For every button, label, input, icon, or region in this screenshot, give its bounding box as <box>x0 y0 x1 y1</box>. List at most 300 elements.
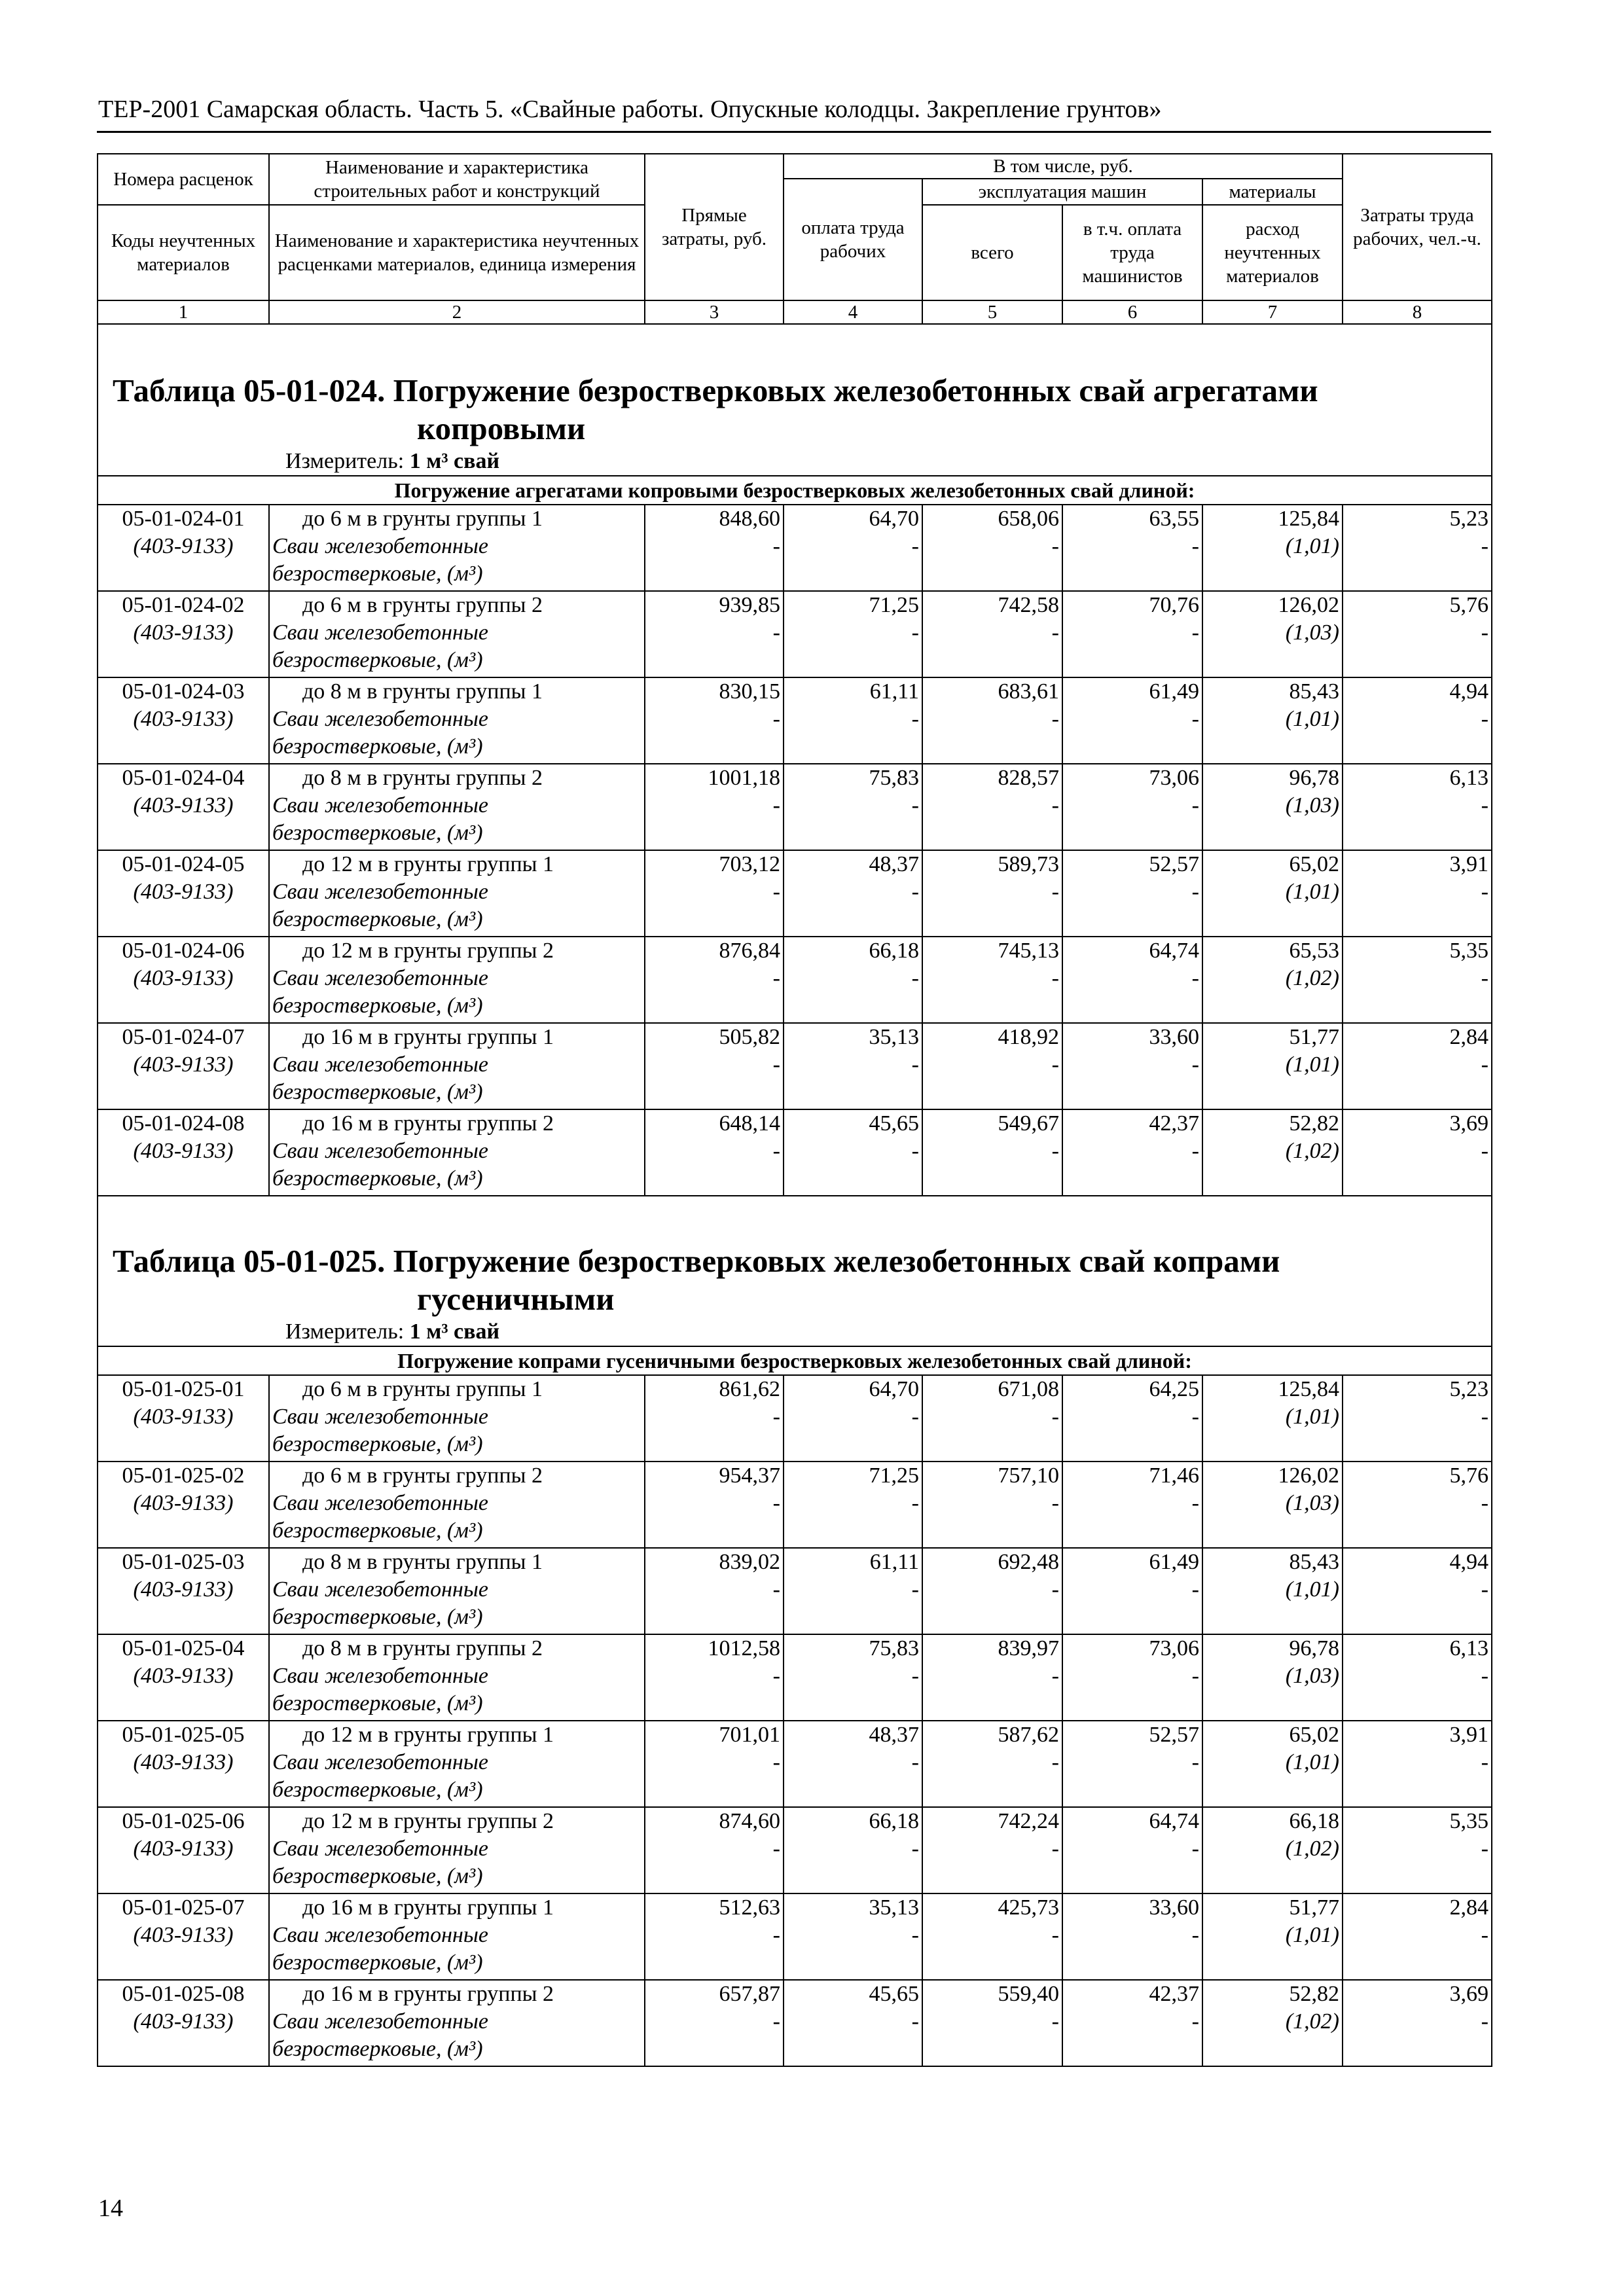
value-cell-c4 <box>784 764 922 850</box>
work-name: до 6 м в грунты группы 2 <box>302 593 543 617</box>
value-c6: 64,25 <box>1149 1377 1199 1401</box>
page-number: 14 <box>98 2195 123 2222</box>
dash: - <box>1191 1139 1199 1163</box>
dash: - <box>772 2009 780 2034</box>
work-name-cell <box>269 937 645 1023</box>
value-cell-c5 <box>922 1634 1062 1721</box>
work-name-cell <box>269 677 645 764</box>
value-c8: 3,69 <box>1449 1111 1489 1136</box>
value-cell-c3 <box>645 1634 784 1721</box>
value-cell-c3 <box>645 591 784 677</box>
value-c3: 703,12 <box>719 852 780 876</box>
dash: - <box>911 1052 919 1077</box>
value-c4: 64,70 <box>869 507 919 531</box>
value-cell-c4 <box>784 1721 922 1807</box>
dash: - <box>772 707 780 731</box>
value-c3: 648,14 <box>719 1111 780 1136</box>
dash: - <box>911 620 919 645</box>
work-name: до 16 м в грунты группы 1 <box>302 1025 554 1049</box>
value-cell-c6 <box>1062 1807 1202 1893</box>
value-c6: 64,74 <box>1149 939 1199 963</box>
work-name-cell <box>269 505 645 591</box>
col3-header: Прямые затраты, руб. <box>645 154 784 300</box>
value-cell-c3 <box>645 1893 784 1980</box>
value-c3: 939,85 <box>719 593 780 617</box>
dash: - <box>1051 534 1059 558</box>
value-cell-c3 <box>645 1548 784 1634</box>
col-number: 6 <box>1062 300 1202 324</box>
table-title-line: копровыми <box>417 410 586 446</box>
material-unit: безростверковые, (м³) <box>272 1950 483 1975</box>
dash: - <box>772 534 780 558</box>
value-c8: 5,35 <box>1449 939 1489 963</box>
value-cell-c4 <box>784 850 922 937</box>
table-title <box>98 1242 1491 1318</box>
dash: - <box>772 793 780 817</box>
material-consumption: (1,01) <box>1285 880 1339 904</box>
work-name-cell <box>269 1721 645 1807</box>
value-c6: 33,60 <box>1149 1025 1199 1049</box>
dash: - <box>911 1750 919 1774</box>
value-c5: 742,58 <box>998 593 1059 617</box>
work-name-cell <box>269 1109 645 1196</box>
dash: - <box>1191 1923 1199 1947</box>
table-row <box>98 937 1492 1023</box>
work-name-cell <box>269 1462 645 1548</box>
material-code: (403-9133) <box>133 1052 234 1077</box>
material-name: Сваи железобетонные <box>272 793 488 817</box>
value-cell-c4 <box>784 937 922 1023</box>
work-name: до 12 м в грунты группы 2 <box>302 1809 554 1833</box>
dash: - <box>772 880 780 904</box>
dash: - <box>1191 1750 1199 1774</box>
dash: - <box>1481 707 1489 731</box>
value-cell-c8 <box>1343 677 1492 764</box>
value-c6: 42,37 <box>1149 1111 1199 1136</box>
dash: - <box>1051 707 1059 731</box>
value-cell-c6 <box>1062 1109 1202 1196</box>
value-cell-c7 <box>1202 1548 1343 1634</box>
measure-value: 1 м³ свай <box>409 1319 500 1344</box>
value-cell-c7 <box>1202 1807 1343 1893</box>
dash: - <box>1051 1139 1059 1163</box>
material-consumption: (1,02) <box>1285 1837 1339 1861</box>
value-cell-c6 <box>1062 591 1202 677</box>
value-c3: 848,60 <box>719 507 780 531</box>
material-code: (403-9133) <box>133 534 234 558</box>
work-name-cell <box>269 1893 645 1980</box>
table-title-line: гусеничными <box>417 1281 615 1317</box>
col-number: 8 <box>1343 300 1492 324</box>
material-consumption: (1,03) <box>1285 620 1339 645</box>
dash: - <box>1481 1837 1489 1861</box>
value-c7: 52,82 <box>1289 1982 1339 2006</box>
value-c3: 954,37 <box>719 1463 780 1488</box>
dash: - <box>772 1405 780 1429</box>
value-c6: 52,57 <box>1149 852 1199 876</box>
value-c5: 671,08 <box>998 1377 1059 1401</box>
dash: - <box>1051 1923 1059 1947</box>
table-row <box>98 1634 1492 1721</box>
value-cell-c4 <box>784 1980 922 2066</box>
value-c6: 52,57 <box>1149 1723 1199 1747</box>
work-name-cell <box>269 1807 645 1893</box>
value-cell-c4 <box>784 1807 922 1893</box>
value-c5: 757,10 <box>998 1463 1059 1488</box>
dash: - <box>911 1577 919 1602</box>
dash: - <box>772 1491 780 1515</box>
value-cell-c3 <box>645 505 784 591</box>
value-c5: 828,57 <box>998 766 1059 790</box>
material-code: (403-9133) <box>133 966 234 990</box>
material-code: (403-9133) <box>133 1491 234 1515</box>
dash: - <box>1051 1405 1059 1429</box>
value-c5: 418,92 <box>998 1025 1059 1049</box>
value-cell-c4 <box>784 505 922 591</box>
work-name: до 8 м в грунты группы 1 <box>302 679 543 704</box>
dash: - <box>772 1052 780 1077</box>
material-code: (403-9133) <box>133 1577 234 1602</box>
value-cell-c8 <box>1343 1634 1492 1721</box>
materials-header: материалы <box>1202 179 1343 205</box>
value-cell-c8 <box>1343 1023 1492 1109</box>
value-c5: 559,40 <box>998 1982 1059 2006</box>
value-cell-c5 <box>922 1893 1062 1980</box>
rate-code: 05-01-025-05 <box>122 1723 245 1747</box>
work-name: до 6 м в грунты группы 1 <box>302 507 543 531</box>
work-name-cell <box>269 1634 645 1721</box>
work-name-cell <box>269 1375 645 1462</box>
work-name: до 16 м в грунты группы 2 <box>302 1982 554 2006</box>
rate-code: 05-01-024-05 <box>122 852 245 876</box>
value-c5: 692,48 <box>998 1550 1059 1574</box>
dash: - <box>1051 2009 1059 2034</box>
rate-code-cell <box>98 1721 269 1807</box>
value-c7: 126,02 <box>1278 593 1339 617</box>
value-cell-c8 <box>1343 937 1492 1023</box>
value-cell-c3 <box>645 1980 784 2066</box>
value-cell-c3 <box>645 1109 784 1196</box>
value-c8: 5,76 <box>1449 593 1489 617</box>
col6-header: в т.ч. оплата труда машинистов <box>1062 205 1202 300</box>
value-cell-c7 <box>1202 677 1343 764</box>
table-title-block <box>98 1196 1492 1346</box>
value-cell-c8 <box>1343 1893 1492 1980</box>
rate-code-cell <box>98 1807 269 1893</box>
measure-unit <box>98 1318 1491 1346</box>
material-unit: безростверковые, (м³) <box>272 734 483 759</box>
work-name-cell <box>269 1023 645 1109</box>
value-c6: 33,60 <box>1149 1895 1199 1920</box>
dash: - <box>911 880 919 904</box>
work-name: до 8 м в грунты группы 2 <box>302 1636 543 1660</box>
rate-code: 05-01-025-04 <box>122 1636 245 1660</box>
value-c5: 549,67 <box>998 1111 1059 1136</box>
col-number: 2 <box>269 300 645 324</box>
work-name: до 12 м в грунты группы 1 <box>302 852 554 876</box>
rate-code-cell <box>98 1109 269 1196</box>
value-cell-c6 <box>1062 937 1202 1023</box>
table-row <box>98 677 1492 764</box>
rate-code-cell <box>98 591 269 677</box>
value-c3: 1001,18 <box>708 766 780 790</box>
rate-code-cell <box>98 764 269 850</box>
rate-code: 05-01-024-08 <box>122 1111 245 1136</box>
material-name: Сваи железобетонные <box>272 1405 488 1429</box>
table-row <box>98 764 1492 850</box>
value-c3: 874,60 <box>719 1809 780 1833</box>
value-cell-c8 <box>1343 1721 1492 1807</box>
dash: - <box>1051 793 1059 817</box>
work-name: до 6 м в грунты группы 2 <box>302 1463 543 1488</box>
value-cell-c5 <box>922 850 1062 937</box>
value-c8: 3,91 <box>1449 1723 1489 1747</box>
dash: - <box>772 1750 780 1774</box>
value-c7: 65,02 <box>1289 1723 1339 1747</box>
material-name: Сваи железобетонные <box>272 1664 488 1688</box>
value-c3: 839,02 <box>719 1550 780 1574</box>
value-c7: 65,53 <box>1289 939 1339 963</box>
material-code: (403-9133) <box>133 1837 234 1861</box>
material-name: Сваи железобетонные <box>272 880 488 904</box>
value-c8: 5,35 <box>1449 1809 1489 1833</box>
material-consumption: (1,02) <box>1285 966 1339 990</box>
table-row <box>98 1893 1492 1980</box>
dash: - <box>1481 534 1489 558</box>
col-number: 1 <box>98 300 269 324</box>
material-unit: безростверковые, (м³) <box>272 821 483 845</box>
dash: - <box>1481 1139 1489 1163</box>
dash: - <box>1481 2009 1489 2034</box>
value-c5: 683,61 <box>998 679 1059 704</box>
rate-code-cell <box>98 1634 269 1721</box>
dash: - <box>1481 1664 1489 1688</box>
value-c4: 61,11 <box>869 1550 919 1574</box>
rate-code-cell <box>98 1375 269 1462</box>
dash: - <box>1191 2009 1199 2034</box>
col1-top-header: Номера расценок <box>98 154 269 205</box>
measure-value: 1 м³ свай <box>409 449 500 473</box>
dash: - <box>1051 880 1059 904</box>
rate-code: 05-01-025-06 <box>122 1809 245 1833</box>
table-title-block <box>98 324 1492 476</box>
material-name: Сваи железобетонные <box>272 1837 488 1861</box>
dash: - <box>1481 1577 1489 1602</box>
rate-code: 05-01-025-02 <box>122 1463 245 1488</box>
value-c8: 5,23 <box>1449 1377 1489 1401</box>
material-unit: безростверковые, (м³) <box>272 994 483 1018</box>
work-name-cell <box>269 764 645 850</box>
material-consumption: (1,01) <box>1285 1750 1339 1774</box>
value-c3: 1012,58 <box>708 1636 780 1660</box>
value-cell-c8 <box>1343 1109 1492 1196</box>
dash: - <box>1191 534 1199 558</box>
value-c4: 61,11 <box>869 679 919 704</box>
table-row <box>98 505 1492 591</box>
rate-code-cell <box>98 1980 269 2066</box>
value-c4: 35,13 <box>869 1025 919 1049</box>
value-cell-c7 <box>1202 850 1343 937</box>
value-cell-c7 <box>1202 1893 1343 1980</box>
dash: - <box>1481 880 1489 904</box>
table-row <box>98 1721 1492 1807</box>
material-consumption: (1,02) <box>1285 1139 1339 1163</box>
dash: - <box>1191 793 1199 817</box>
material-name: Сваи железобетонные <box>272 620 488 645</box>
work-name: до 12 м в грунты группы 1 <box>302 1723 554 1747</box>
dash: - <box>911 1923 919 1947</box>
dash: - <box>772 1923 780 1947</box>
value-cell-c8 <box>1343 591 1492 677</box>
value-cell-c7 <box>1202 764 1343 850</box>
section-heading: Погружение агрегатами копровыми безростверковых железобетонных свай длиной: <box>98 476 1492 505</box>
value-cell-c6 <box>1062 850 1202 937</box>
value-c7: 65,02 <box>1289 852 1339 876</box>
table-row <box>98 1109 1492 1196</box>
table-row <box>98 850 1492 937</box>
value-c4: 75,83 <box>869 766 919 790</box>
value-cell-c6 <box>1062 1462 1202 1548</box>
value-cell-c5 <box>922 1807 1062 1893</box>
value-c5: 658,06 <box>998 507 1059 531</box>
group-header: В том числе, руб. <box>784 154 1343 179</box>
material-code: (403-9133) <box>133 1664 234 1688</box>
material-code: (403-9133) <box>133 880 234 904</box>
material-unit: безростверковые, (м³) <box>272 2037 483 2061</box>
value-cell-c5 <box>922 1375 1062 1462</box>
value-c4: 75,83 <box>869 1636 919 1660</box>
value-cell-c3 <box>645 764 784 850</box>
value-c7: 51,77 <box>1289 1025 1339 1049</box>
value-cell-c5 <box>922 1980 1062 2066</box>
header-divider <box>97 131 1491 133</box>
value-c7: 125,84 <box>1278 507 1339 531</box>
dash: - <box>1191 880 1199 904</box>
table-body <box>98 154 1492 2066</box>
dash: - <box>911 1139 919 1163</box>
value-c4: 45,65 <box>869 1111 919 1136</box>
value-cell-c3 <box>645 1462 784 1548</box>
value-cell-c5 <box>922 1109 1062 1196</box>
dash: - <box>911 1405 919 1429</box>
col-number: 3 <box>645 300 784 324</box>
work-name-cell <box>269 591 645 677</box>
value-cell-c6 <box>1062 1548 1202 1634</box>
work-name: до 16 м в грунты группы 1 <box>302 1895 554 1920</box>
dash: - <box>772 620 780 645</box>
value-cell-c7 <box>1202 937 1343 1023</box>
dash: - <box>1191 620 1199 645</box>
col5-header: всего <box>922 205 1062 300</box>
value-cell-c4 <box>784 1023 922 1109</box>
value-c3: 512,63 <box>719 1895 780 1920</box>
work-name: до 8 м в грунты группы 2 <box>302 766 543 790</box>
rate-code-cell <box>98 1023 269 1109</box>
dash: - <box>1481 620 1489 645</box>
value-cell-c7 <box>1202 1980 1343 2066</box>
table-row <box>98 1980 1492 2066</box>
value-c4: 64,70 <box>869 1377 919 1401</box>
value-c7: 125,84 <box>1278 1377 1339 1401</box>
table-row <box>98 1023 1492 1109</box>
value-c4: 48,37 <box>869 852 919 876</box>
material-name: Сваи железобетонные <box>272 1750 488 1774</box>
value-c3: 505,82 <box>719 1025 780 1049</box>
value-c8: 3,69 <box>1449 1982 1489 2006</box>
value-cell-c6 <box>1062 1634 1202 1721</box>
value-c6: 73,06 <box>1149 1636 1199 1660</box>
value-c5: 839,97 <box>998 1636 1059 1660</box>
material-unit: безростверковые, (м³) <box>272 562 483 586</box>
value-cell-c7 <box>1202 1109 1343 1196</box>
rate-code-cell <box>98 937 269 1023</box>
value-c8: 6,13 <box>1449 1636 1489 1660</box>
material-unit: безростверковые, (м³) <box>272 1691 483 1715</box>
dash: - <box>772 1664 780 1688</box>
material-name: Сваи железобетонные <box>272 966 488 990</box>
dash: - <box>1191 707 1199 731</box>
dash: - <box>1051 1837 1059 1861</box>
dash: - <box>1481 1405 1489 1429</box>
value-cell-c6 <box>1062 1375 1202 1462</box>
material-code: (403-9133) <box>133 2009 234 2034</box>
work-name-cell <box>269 1548 645 1634</box>
value-cell-c5 <box>922 1462 1062 1548</box>
value-c6: 63,55 <box>1149 507 1199 531</box>
page-header-title: ТЕР-2001 Самарская область. Часть 5. «Свайные работы. Опускные колодцы. Закрепление грунтов» <box>98 96 1162 123</box>
dash: - <box>1191 1664 1199 1688</box>
machines-header: эксплуатация машин <box>922 179 1202 205</box>
dash: - <box>911 707 919 731</box>
value-c6: 73,06 <box>1149 766 1199 790</box>
value-c4: 71,25 <box>869 593 919 617</box>
rate-code: 05-01-024-06 <box>122 939 245 963</box>
rate-code: 05-01-024-03 <box>122 679 245 704</box>
material-unit: безростверковые, (м³) <box>272 907 483 931</box>
value-cell-c8 <box>1343 1807 1492 1893</box>
material-consumption: (1,01) <box>1285 1923 1339 1947</box>
dash: - <box>1051 620 1059 645</box>
value-cell-c7 <box>1202 505 1343 591</box>
work-name-cell <box>269 1980 645 2066</box>
value-cell-c5 <box>922 1548 1062 1634</box>
value-cell-c8 <box>1343 1548 1492 1634</box>
material-consumption: (1,03) <box>1285 1664 1339 1688</box>
value-c6: 71,46 <box>1149 1463 1199 1488</box>
value-c6: 64,74 <box>1149 1809 1199 1833</box>
value-c7: 52,82 <box>1289 1111 1339 1136</box>
value-cell-c4 <box>784 1109 922 1196</box>
value-cell-c6 <box>1062 764 1202 850</box>
value-cell-c3 <box>645 850 784 937</box>
value-cell-c6 <box>1062 505 1202 591</box>
value-cell-c6 <box>1062 677 1202 764</box>
dash: - <box>1191 1405 1199 1429</box>
value-c8: 6,13 <box>1449 766 1489 790</box>
table-row <box>98 1807 1492 1893</box>
col2-bottom-header: Наименование и характеристика неучтенных расценками материалов, единица измерения <box>269 205 645 300</box>
dash: - <box>1481 1750 1489 1774</box>
material-name: Сваи железобетонные <box>272 707 488 731</box>
material-name: Сваи железобетонные <box>272 1923 488 1947</box>
value-cell-c8 <box>1343 850 1492 937</box>
value-cell-c3 <box>645 937 784 1023</box>
value-c3: 830,15 <box>719 679 780 704</box>
value-c8: 4,94 <box>1449 679 1489 704</box>
value-c4: 45,65 <box>869 1982 919 2006</box>
value-c6: 61,49 <box>1149 679 1199 704</box>
value-c4: 48,37 <box>869 1723 919 1747</box>
